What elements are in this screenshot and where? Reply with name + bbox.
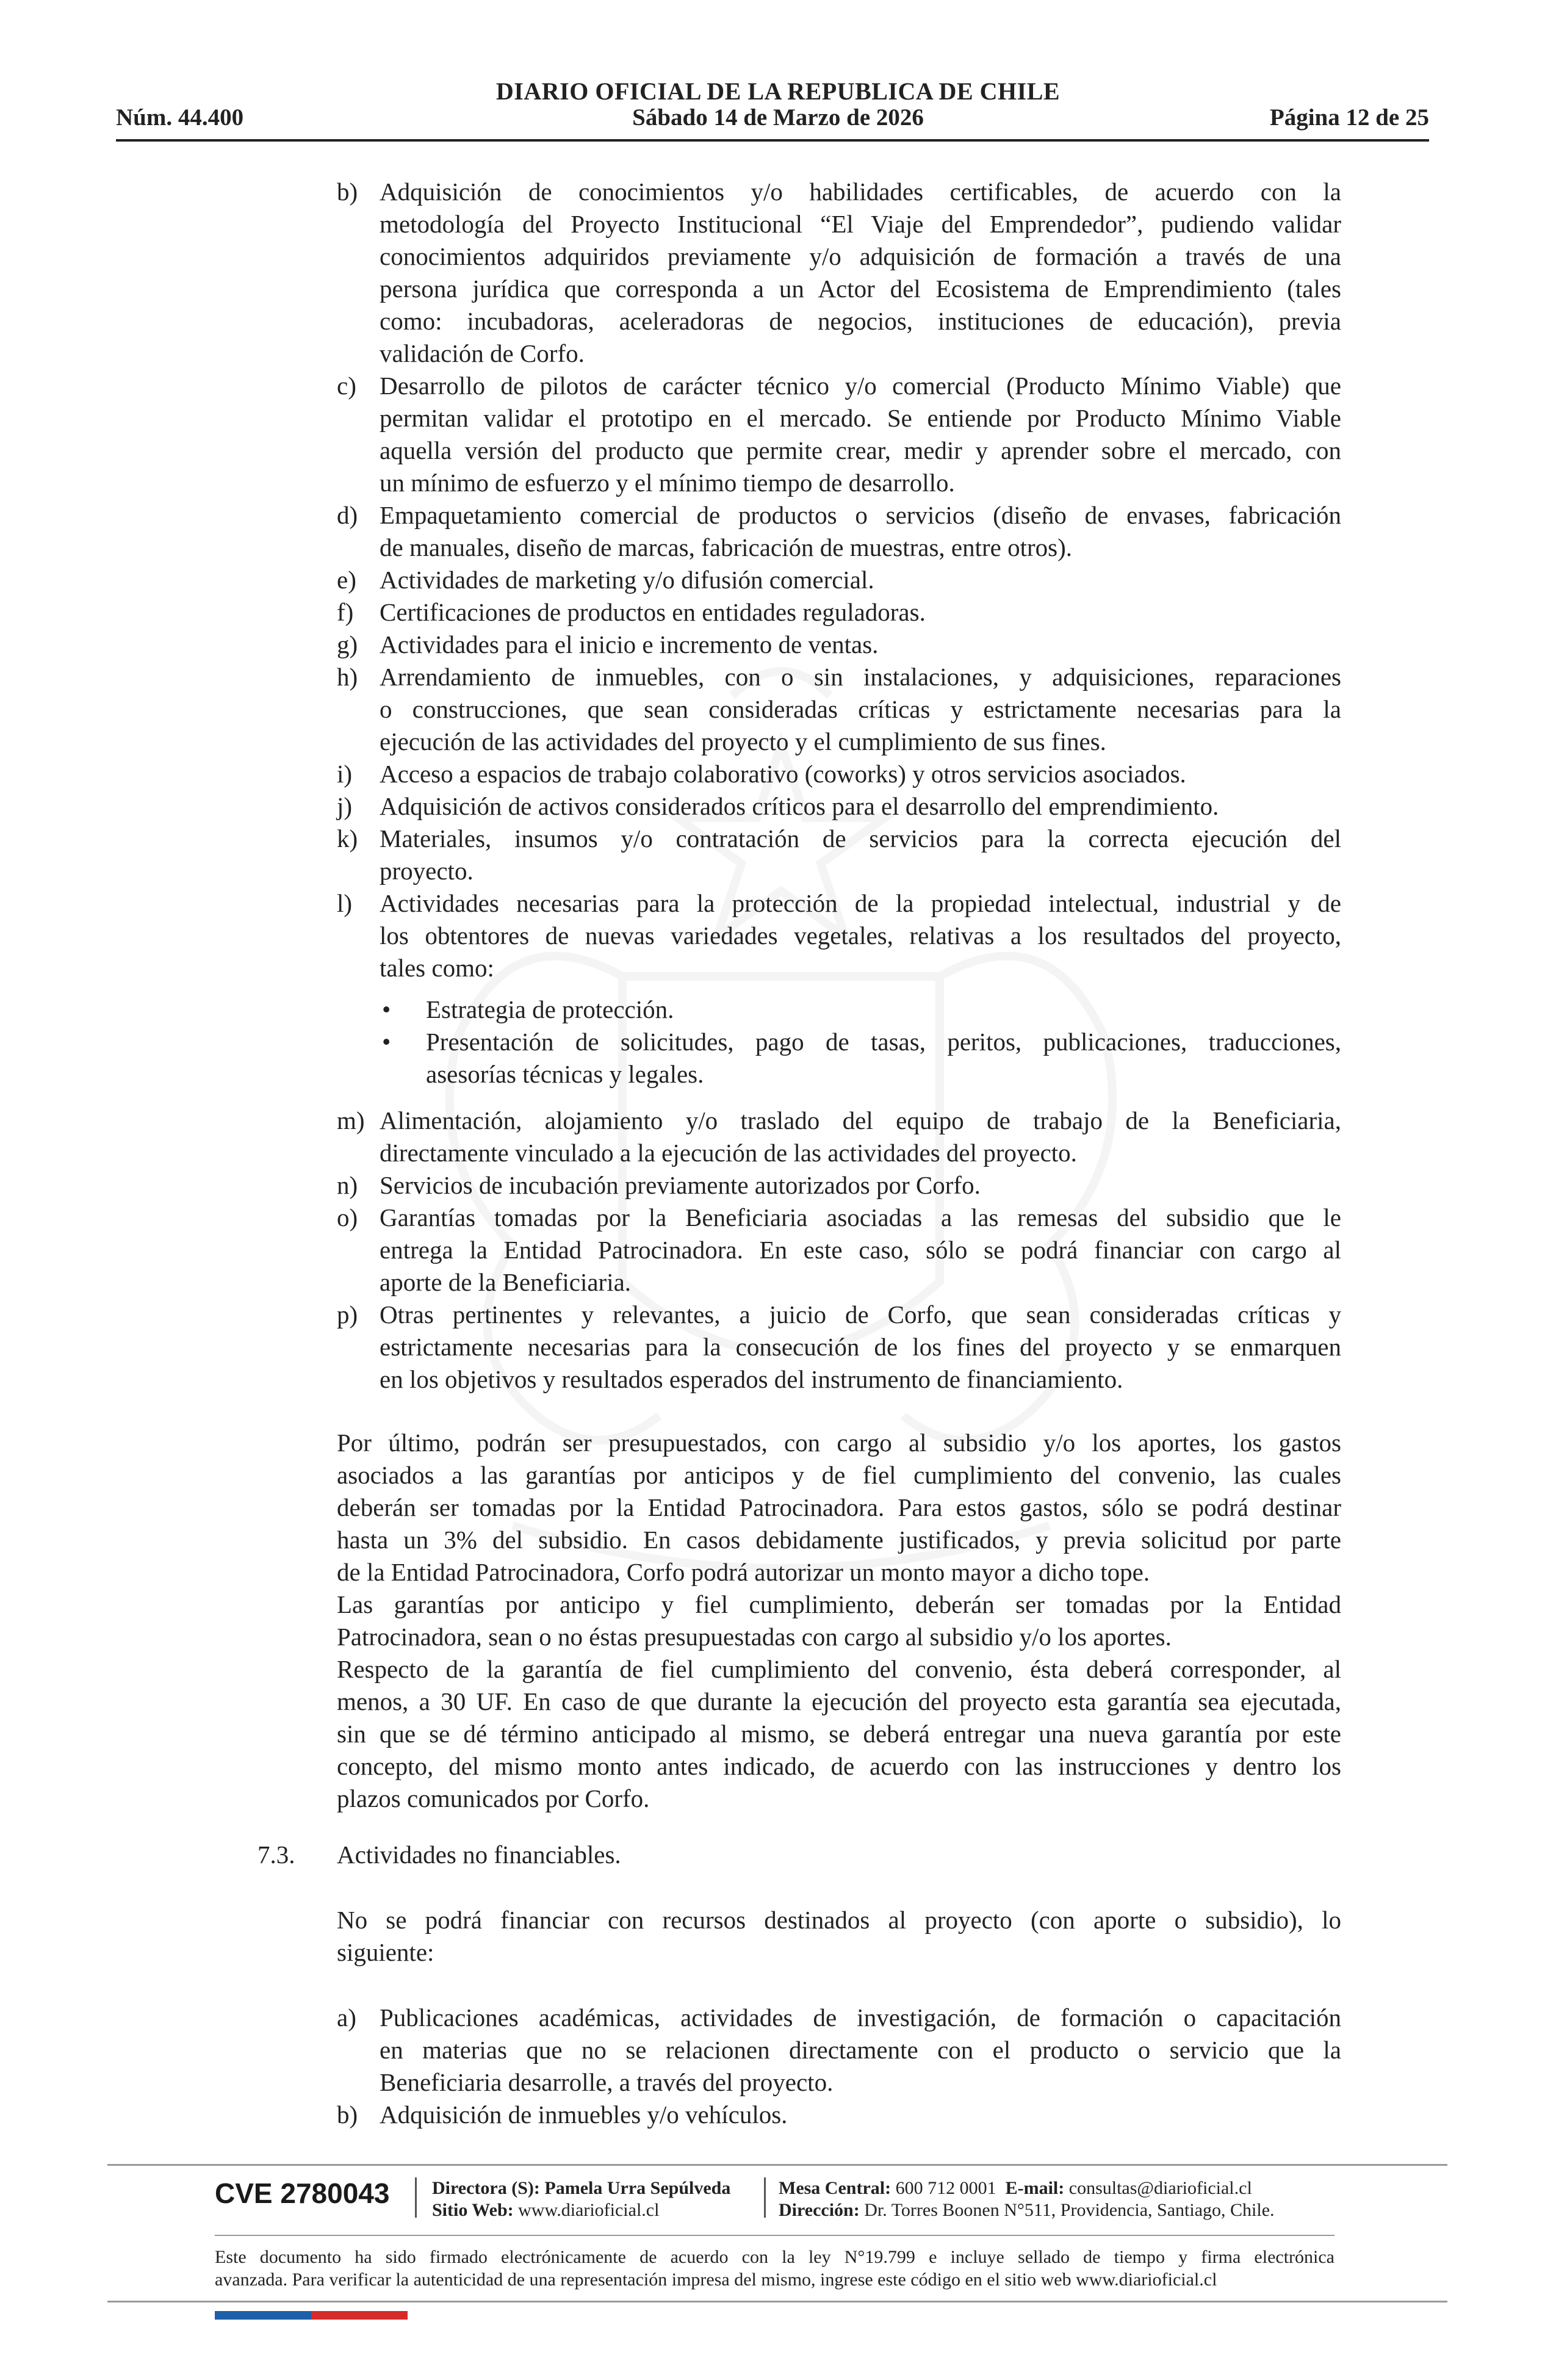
bullet-item-line: asesorías técnicas y legales. (426, 1060, 704, 1088)
paragraph-line: concepto, del mismo monto antes indicado, de acuerdo con las instrucciones y dentro los (337, 1752, 1341, 1780)
list-item-line: en los objetivos y resultados esperados del instrumento de financiamiento. (380, 1365, 1123, 1393)
page-number: Página 12 de 25 (1269, 104, 1429, 131)
paragraph-line: Por último, podrán ser presupuestados, con cargo al subsidio y/o los aportes, los gastos (337, 1429, 1341, 1457)
list-item-line: Actividades necesarias para la protección de la propiedad intelectual, industrial y de (380, 889, 1341, 917)
list-item-line: Arrendamiento de inmuebles, con o sin instalaciones, y adquisiciones, reparaciones (380, 663, 1341, 691)
footer-website: Sitio Web: www.diarioficial.cl (432, 2200, 660, 2220)
list-marker: j) (337, 792, 353, 820)
list-marker: c) (337, 372, 356, 400)
list-item-line: aquella versión del producto que permite crear, medir y aprender sobre el mercado, con (380, 436, 1341, 464)
footer-legal-note: Este documento ha sido firmado electrónicamente de acuerdo con la ley N°19.799 e incluye sellado de tiempo y firma electrónica avanzada. Para verificar la autenticidad de una representación impresa del mismo, ingrese este código en el sitio web www.diarioficial.cl (215, 2247, 1334, 2290)
list-item-line: Actividades de marketing y/o difusión comercial. (380, 566, 874, 594)
list-item-line: Actividades para el inicio e incremento de ventas. (380, 630, 879, 658)
list-item-line: Otras pertinentes y relevantes, a juicio de Corfo, que sean consideradas críticas y (380, 1300, 1341, 1329)
list-item-line: proyecto. (380, 857, 474, 885)
list-item-line: Garantías tomadas por la Beneficiaria asociadas a las remesas del subsidio que le (380, 1203, 1341, 1231)
list-item-line: como: incubadoras, aceleradoras de negocios, instituciones de educación), previa (380, 307, 1341, 335)
list-marker: g) (337, 630, 358, 658)
list-marker: h) (337, 663, 358, 691)
header-rule (116, 139, 1429, 142)
list-item-line: Adquisición de conocimientos y/o habilidades certificables, de acuerdo con la (380, 178, 1341, 206)
list-item-line: o construcciones, que sean consideradas críticas y estrictamente necesarias para la (380, 695, 1341, 723)
issue-number: Núm. 44.400 (116, 104, 244, 131)
list-marker: p) (337, 1300, 358, 1329)
paragraph-line: Las garantías por anticipo y fiel cumplimiento, deberán ser tomadas por la Entidad (337, 1590, 1341, 1618)
paragraph-line: de la Entidad Patrocinadora, Corfo podrá autorizar un monto mayor a dicho tope. (337, 1558, 1150, 1586)
issue-date: Sábado 14 de Marzo de 2026 (632, 104, 924, 131)
list-item-line: Empaquetamiento comercial de productos o servicios (diseño de envases, fabricación (380, 501, 1341, 529)
list-marker: b) (337, 178, 358, 206)
bullet-item-line: Estrategia de protección. (426, 995, 674, 1023)
paragraph-line: sin que se dé término anticipado al mismo, se deberá entregar una nueva garantía por este (337, 1720, 1341, 1748)
bullet-icon: • (382, 995, 391, 1023)
list-marker: e) (337, 566, 356, 594)
section-title: Actividades no financiables. (337, 1841, 621, 1869)
paragraph-line: deberán ser tomadas por la Entidad Patrocinadora. Para estos gastos, sólo se podrá destinar (337, 1493, 1341, 1521)
list-item-line: estrictamente necesarias para la consecución de los fines del proyecto y se enmarquen (380, 1333, 1341, 1361)
list-item-line: en materias que no se relacionen directamente con el producto o servicio que la (380, 2036, 1341, 2064)
footer-director: Directora (S): Pamela Urra Sepúlveda (432, 2178, 731, 2198)
footer-contact: Mesa Central: 600 712 0001 E-mail: consultas@diarioficial.cl (779, 2178, 1252, 2198)
list-item-line: Beneficiaria desarrolle, a través del proyecto. (380, 2068, 834, 2096)
flag-stripe-blue (215, 2311, 311, 2320)
list-item-line: los obtentores de nuevas variedades vegetales, relativas a los resultados del proyecto, (380, 921, 1341, 950)
flag-stripe-red (311, 2311, 408, 2320)
list-item-line: Servicios de incubación previamente autorizados por Corfo. (380, 1171, 981, 1199)
paragraph-line: siguiente: (337, 1938, 434, 1966)
list-item-line: permitan validar el prototipo en el mercado. Se entiende por Producto Mínimo Viable (380, 404, 1341, 432)
list-marker: b) (337, 2101, 358, 2129)
list-marker: f) (337, 598, 354, 626)
list-item-line: Publicaciones académicas, actividades de investigación, de formación o capacitación (380, 2003, 1341, 2032)
list-marker: d) (337, 501, 358, 529)
list-item-line: aporte de la Beneficiaria. (380, 1268, 632, 1296)
list-marker: a) (337, 2003, 356, 2032)
paragraph-line: menos, a 30 UF. En caso de que durante la ejecución del proyecto esta garantía sea ejecutada, (337, 1687, 1341, 1715)
footer-top-rule (107, 2164, 1447, 2166)
list-marker: o) (337, 1203, 358, 1231)
paragraph-line: Respecto de la garantía de fiel cumplimiento del convenio, ésta deberá corresponder, al (337, 1655, 1341, 1683)
list-item-line: tales como: (380, 954, 494, 982)
list-item-line: metodología del Proyecto Institucional “El Viaje del Emprendedor”, pudiendo validar (380, 210, 1341, 238)
paragraph-line: Patrocinadora, sean o no éstas presupuestadas con cargo al subsidio y/o los aportes. (337, 1623, 1172, 1651)
list-marker: m) (337, 1106, 365, 1134)
footer-address: Dirección: Dr. Torres Boonen N°511, Providencia, Santiago, Chile. (779, 2200, 1275, 2220)
footer-separator (415, 2177, 417, 2218)
list-item-line: un mínimo de esfuerzo y el mínimo tiempo de desarrollo. (380, 469, 955, 497)
paragraph-line: asociados a las garantías por anticipos y de fiel cumplimiento del convenio, las cuales (337, 1461, 1341, 1489)
list-item-line: validación de Corfo. (380, 339, 585, 367)
list-marker: n) (337, 1171, 358, 1199)
list-item-line: Certificaciones de productos en entidades reguladoras. (380, 598, 926, 626)
section-number: 7.3. (258, 1841, 295, 1869)
list-marker: i) (337, 760, 353, 788)
list-marker: k) (337, 824, 358, 853)
newspaper-title: DIARIO OFICIAL DE LA REPUBLICA DE CHILE (495, 78, 1061, 105)
list-item-line: entrega la Entidad Patrocinadora. En este caso, sólo se podrá financiar con cargo al (380, 1236, 1341, 1264)
list-item-line: ejecución de las actividades del proyecto y el cumplimiento de sus fines. (380, 727, 1106, 755)
list-item-line: Materiales, insumos y/o contratación de servicios para la correcta ejecución del (380, 824, 1341, 853)
list-item-line: Acceso a espacios de trabajo colaborativo (coworks) y otros servicios asociados. (380, 760, 1186, 788)
footer-separator (764, 2177, 766, 2218)
list-item-line: Alimentación, alojamiento y/o traslado del equipo de trabajo de la Beneficiaria, (380, 1106, 1341, 1134)
footer-middle-rule (215, 2235, 1334, 2236)
paragraph-line: plazos comunicados por Corfo. (337, 1784, 650, 1812)
paragraph-line: hasta un 3% del subsidio. En casos debidamente justificados, y previa solicitud por parte (337, 1526, 1341, 1554)
footer-bottom-rule (107, 2301, 1447, 2302)
bullet-item-line: Presentación de solicitudes, pago de tasas, peritos, publicaciones, traducciones, (426, 1028, 1341, 1056)
list-item-line: directamente vinculado a la ejecución de las actividades del proyecto. (380, 1139, 1077, 1167)
bullet-icon: • (382, 1028, 391, 1056)
list-item-line: Adquisición de inmuebles y/o vehículos. (380, 2101, 788, 2129)
list-item-line: conocimientos adquiridos previamente y/o adquisición de formación a través de una (380, 242, 1341, 270)
cve-code: CVE 2780043 (215, 2177, 390, 2209)
list-item-line: Adquisición de activos considerados críticos para el desarrollo del emprendimiento. (380, 792, 1219, 820)
list-item-line: Desarrollo de pilotos de carácter técnico y/o comercial (Producto Mínimo Viable) que (380, 372, 1341, 400)
list-item-line: persona jurídica que corresponda a un Actor del Ecosistema de Emprendimiento (tales (380, 275, 1341, 303)
paragraph-line: No se podrá financiar con recursos destinados al proyecto (con aporte o subsidio), lo (337, 1906, 1341, 1934)
list-marker: l) (337, 889, 353, 917)
list-item-line: de manuales, diseño de marcas, fabricación de muestras, entre otros). (380, 533, 1073, 561)
